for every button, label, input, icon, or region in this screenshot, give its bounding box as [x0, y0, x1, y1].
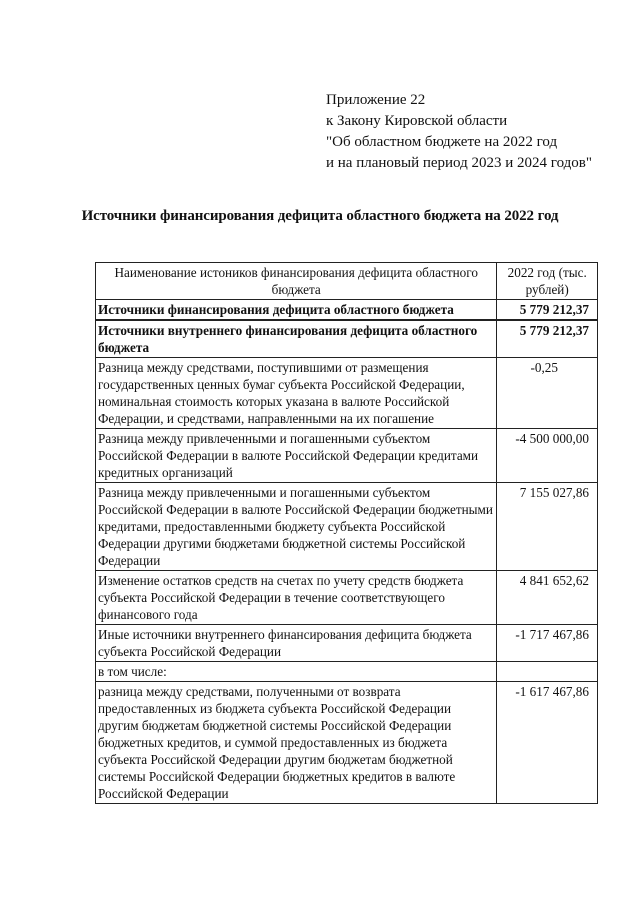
header-value-cell: 2022 год (тыс. рублей)	[497, 263, 598, 300]
row-value: 7 155 027,86	[497, 483, 598, 571]
row-name: Разница между привлеченными и погашенными субъектом Российской Федерации в валюте Российской Федерации кредитами кредитных организаций	[96, 429, 497, 483]
header-name-cell: Наименование истоников финансирования дефицита областного бюджета	[96, 263, 497, 300]
row-name: Изменение остатков средств на счетах по учету средств бюджета субъекта Российской Федерации в течение соответствующего финансового года	[96, 571, 497, 625]
row-value: -1 617 467,86	[497, 682, 598, 804]
row-value: 4 841 652,62	[497, 571, 598, 625]
document-title: Источники финансирования дефицита областного бюджета на 2022 год	[81, 208, 559, 224]
row-name: Источники финансирования дефицита областного бюджета	[96, 300, 497, 321]
table-row	[96, 483, 598, 571]
row-name: Разница между привлеченными и погашенными субъектом Российской Федерации в валюте Российской Федерации бюджетными кредитами, предоставленными бюджету субъекта Российской Федерации другими бюджетами бюджетной системы Российской Федерации	[96, 483, 497, 571]
appendix-block	[326, 90, 592, 174]
row-name: Разница между средствами, поступившими от размещения государственных ценных бумаг субъекта Российской Федерации, номинальная стоимость которых указана в валюте Российской Федерации, и средствами, направленными на их погашение	[96, 358, 497, 429]
row-name: Иные источники внутреннего финансирования дефицита бюджета субъекта Российской Федерации	[96, 625, 497, 662]
row-value: 5 779 212,37	[497, 320, 598, 358]
row-name: в том числе:	[96, 662, 497, 682]
table-row	[96, 625, 598, 662]
appendix-line-4: и на плановый период 2023 и 2024 годов"	[326, 155, 592, 171]
row-value: 5 779 212,37	[497, 300, 598, 321]
table-row	[96, 320, 598, 358]
appendix-line-2: к Закону Кировской области	[326, 113, 508, 129]
table-row	[96, 358, 598, 429]
row-name: разница между средствами, полученными от возврата предоставленных из бюджета субъекта Российской Федерации другим бюджетам бюджетной системы Российской Федерации бюджетных кредитов, и суммой предоставленных из бюджета субъекта Российской Федерации другим бюджетам бюджетной системы Российской Федерации бюджетных кредитов в валюте Российской Федерации	[96, 682, 497, 804]
table-row	[96, 682, 598, 804]
appendix-line-1: Приложение 22	[326, 92, 426, 108]
row-value: -4 500 000,00	[497, 429, 598, 483]
row-value: -1 717 467,86	[497, 625, 598, 662]
appendix-line-3: "Об областном бюджете на 2022 год	[326, 134, 558, 150]
table-header-row	[96, 263, 598, 300]
row-value	[497, 662, 598, 682]
row-value: -0,25	[497, 358, 598, 429]
financing-sources-table	[95, 262, 598, 804]
table-row	[96, 571, 598, 625]
row-name: Источники внутреннего финансирования дефицита областного бюджета	[96, 320, 497, 358]
table-row	[96, 662, 598, 682]
table-row	[96, 300, 598, 321]
table-row	[96, 429, 598, 483]
